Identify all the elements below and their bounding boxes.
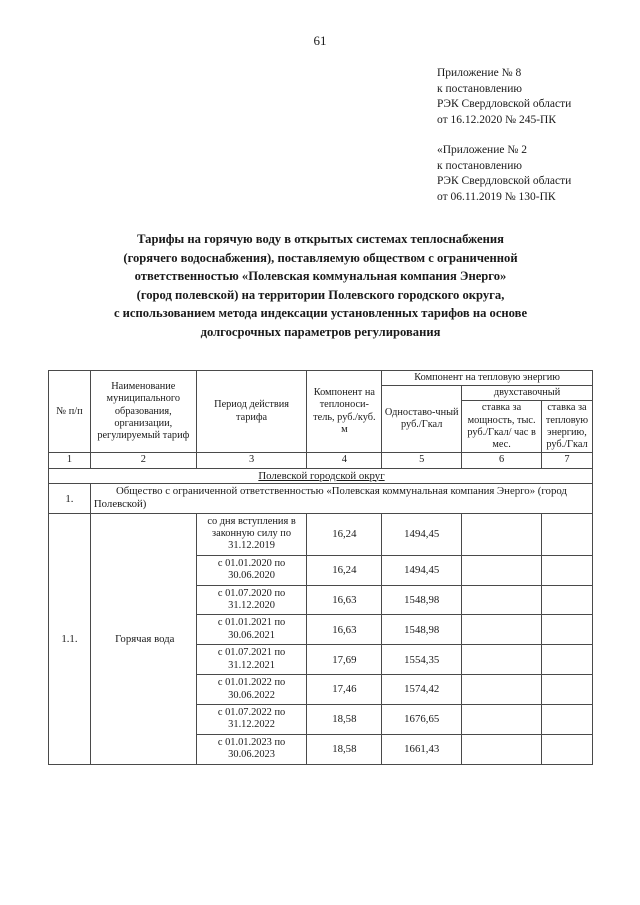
title-line: долгосрочных параметров регулирования <box>200 324 441 339</box>
header-capacity-rate: ставка за мощность, тыс. руб./Гкал/ час в мес. <box>462 401 542 453</box>
coolant-value: 16,63 <box>307 615 382 645</box>
reference-line: к постановлению <box>437 82 522 95</box>
table-header <box>49 371 593 469</box>
period-value: с 01.01.2020 по 30.06.2020 <box>196 555 307 585</box>
capacity-rate-value <box>462 645 542 675</box>
coolant-value: 17,46 <box>307 675 382 705</box>
period-value: с 01.07.2021 по 31.12.2021 <box>196 645 307 675</box>
single-rate-value: 1494,45 <box>382 555 462 585</box>
column-number: 5 <box>382 453 462 468</box>
title-line: (город полевской) на территории Полевского городского округа, <box>136 287 505 302</box>
column-number: 2 <box>90 453 196 468</box>
column-number: 7 <box>541 453 592 468</box>
column-number: 3 <box>196 453 307 468</box>
reference-line: РЭК Свердловской области <box>437 98 572 110</box>
single-rate-value: 1676,65 <box>382 704 462 734</box>
reference-block-secondary <box>437 143 571 205</box>
title-line: (горячего водоснабжения), поставляемую обществом с ограниченной <box>123 250 518 265</box>
municipality-name: Полевской городской округ <box>49 468 593 483</box>
coolant-value: 16,63 <box>307 585 382 615</box>
reference-line: от 16.12.2020 № 245-ПК <box>437 113 557 126</box>
energy-rate-value <box>541 675 592 705</box>
organization-name: Общество с ограниченной ответственностью «Полевская коммунальная компания Энерго» (город Полевской) <box>90 483 592 513</box>
period-value: с 01.01.2021 по 30.06.2021 <box>196 615 307 645</box>
page-title <box>48 230 593 342</box>
single-rate-value: 1574,42 <box>382 675 462 705</box>
energy-rate-value <box>541 704 592 734</box>
reference-block-primary <box>437 66 571 128</box>
period-value: с 01.01.2023 по 30.06.2023 <box>196 734 307 764</box>
capacity-rate-value <box>462 585 542 615</box>
header-heat-energy-group: Компонент на тепловую энергию <box>382 371 593 386</box>
header-energy-rate: ставка за тепловую энергию, руб./Гкал <box>541 401 592 453</box>
capacity-rate-value <box>462 513 542 555</box>
row-index: 1.1. <box>49 513 91 764</box>
single-rate-value: 1494,45 <box>382 513 462 555</box>
header-coolant-component: Компонент на теплоноси-тель, руб./куб. м <box>307 371 382 453</box>
column-number: 1 <box>49 453 91 468</box>
title-line: ответственностью «Полевская коммунальная компания Энерго» <box>134 269 507 284</box>
capacity-rate-value <box>462 615 542 645</box>
row-index: 1. <box>49 483 91 513</box>
energy-rate-value <box>541 585 592 615</box>
capacity-rate-value <box>462 734 542 764</box>
reference-line: РЭК Свердловской области <box>437 175 572 187</box>
column-number: 6 <box>462 453 542 468</box>
coolant-value: 17,69 <box>307 645 382 675</box>
period-value: со дня вступления в законную силу по 31.12.2019 <box>196 513 307 555</box>
period-value: с 01.01.2022 по 30.06.2022 <box>196 675 307 705</box>
column-number-row <box>49 453 593 468</box>
coolant-value: 16,24 <box>307 513 382 555</box>
capacity-rate-value <box>462 675 542 705</box>
reference-line: Приложение № 8 <box>437 67 522 79</box>
header-row-top <box>49 371 593 386</box>
single-rate-value: 1661,43 <box>382 734 462 764</box>
header-number: № п/п <box>49 371 91 453</box>
single-rate-value: 1554,35 <box>382 645 462 675</box>
tariff-table <box>48 370 593 765</box>
reference-line: от 06.11.2019 № 130-ПК <box>437 190 556 203</box>
table-row-municipality <box>49 468 593 483</box>
period-value: с 01.07.2020 по 31.12.2020 <box>196 585 307 615</box>
title-line: Тарифы на горячую воду в открытых системах теплоснабжения <box>137 232 504 246</box>
reference-line: к постановлению <box>437 159 522 172</box>
table-row-organization <box>49 483 593 513</box>
table-row <box>49 513 593 555</box>
title-line: с использованием метода индексации установленных тарифов на основе <box>113 306 528 321</box>
energy-rate-value <box>541 645 592 675</box>
energy-rate-value <box>541 555 592 585</box>
capacity-rate-value <box>462 704 542 734</box>
service-name: Горячая вода <box>90 513 196 764</box>
coolant-value: 18,58 <box>307 704 382 734</box>
capacity-rate-value <box>462 555 542 585</box>
single-rate-value: 1548,98 <box>382 585 462 615</box>
header-municipality: Наименование муниципального образования, организации, регулируемый тариф <box>90 371 196 453</box>
table-body <box>49 468 593 764</box>
energy-rate-value <box>541 513 592 555</box>
coolant-value: 18,58 <box>307 734 382 764</box>
header-period: Период действия тарифа <box>196 371 307 453</box>
single-rate-value: 1548,98 <box>382 615 462 645</box>
energy-rate-value <box>541 615 592 645</box>
column-number: 4 <box>307 453 382 468</box>
page-number: 61 <box>313 33 327 48</box>
energy-rate-value <box>541 734 592 764</box>
period-value: с 01.07.2022 по 31.12.2022 <box>196 704 307 734</box>
reference-line: «Приложение № 2 <box>437 144 527 156</box>
coolant-value: 16,24 <box>307 555 382 585</box>
header-two-rate-group: двухставочный <box>462 386 593 401</box>
header-single-rate: Одноставо-чный руб./Гкал <box>382 386 462 453</box>
